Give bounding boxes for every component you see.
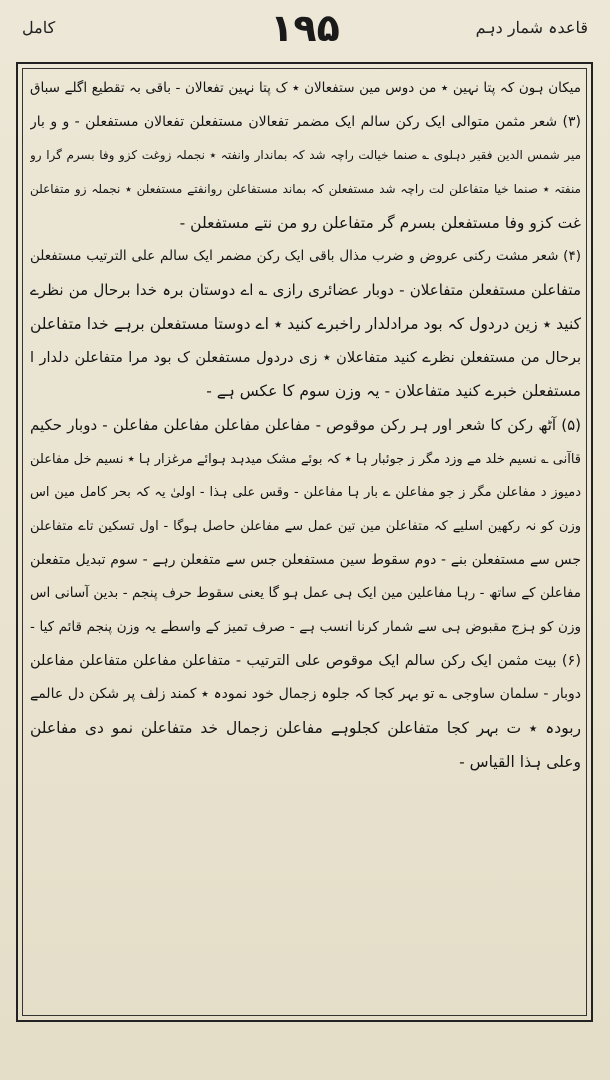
text-line: متفاعلن مستفعلن متفاعلان - دوبار عضائری رازی ؎ اے دوستان برہ خدا برحال من نظرے — [30, 281, 581, 300]
text-line: جس سے مستفعلن بنے - دوم سقوط سین مستفعلن جس سے متفعلن رہے - سوم تبدیل متفعلن — [30, 551, 581, 568]
text-line: قاآنی ؎ نسیم خلد مے وزد مگر ز جوئبار ہا ٭ کہ بوئے مشک میدہد ہوائے مرغزار ہا ٭ نسیم خل مفاعلن — [30, 451, 581, 467]
text-line: (۵) آٹھ رکن کا شعر اور ہر رکن موقوص - مفاعلن مفاعلن مفاعلن مفاعلن - دوبار حکیم — [30, 415, 581, 434]
text-line: وزن کو ہزج مقبوض ہی سے شمار کرنا انسب ہے - صرف تمیز کے واسطے یہ وزن پنجم قائم کیا - — [30, 619, 581, 635]
text-line: دمیوز د مفاعلن مگر ز جو مفاعلن ے بار ہا مفاعلن - وقس علی ہذا - اولیٰ یہ کہ بحر کامل مین اس — [30, 485, 581, 501]
text-frame — [16, 62, 593, 1022]
text-line: (۶) بیت مثمن ایک رکن سالم ایک موقوص علی الترتیب - متفاعلن مفاعلن متفاعلن مفاعلن — [30, 652, 581, 669]
text-line: میکان ہون کہ پتا نہین ٭ من دوس مین ستفعالان ٭ ک پتا نہین تفعالان - باقی بہ تقطیع اگلے سباق — [30, 80, 581, 96]
text-line: (۳) شعر مثمن متوالی ایک رکن سالم ایک مضمر تفعالان مستفعلن تفعالان مستفعلن - و و بار — [30, 113, 581, 130]
text-line: (۴) شعر مشت رکنی عروض و ضرب مذال باقی ایک رکن مضمر ایک سالم علی الترتیب مستفعلن — [30, 248, 581, 265]
text-line: میر شمس الدین فقیر دہلوی ؎ صنما خیالت راچہ شد کہ بماندار وانفتہ ٭ نجملہ زوغت کزو وفا بسرم گرا رو — [30, 148, 581, 163]
text-line: منفتہ ٭ صنما خیا متفاعلن لت راچہ شد مستفعلن کہ بماند مستفاعلن روانفتے مستفعلن ٭ نجملہ زو متفاعلن — [30, 182, 581, 197]
text-line: مفاعلن کے ساتھ - رہا مفاعلین مین ایک ہی عمل ہو گا یعنی سقوط حرف پنجم - بدین آسانی اس — [30, 585, 581, 602]
text-line: دوبار - سلمان ساوجی ؎ تو بہر کجا کہ جلوہ زجمال خود نمودہ ٭ کمند زلف پر شکن دل عالمے — [30, 686, 581, 703]
text-line: کنید ٭ زین دردول کہ بود مرادلدار راخبرے کنید ٭ اے دوستا مستفعلن برہے خدا متفاعلن — [30, 314, 581, 333]
text-line: ربودہ ٭ ت بہر کجا متفاعلن کجلوہے مفاعلن زجمال خد متفاعلن نمو دی مفاعلن — [30, 719, 581, 738]
header-section-label: کامل — [22, 18, 56, 37]
text-line: برحال من مستفعلن نظرے کنید متفاعلان ٭ زی دردول مستفعلن ک بود مرا متفاعلن دلدار ا — [30, 349, 581, 366]
text-line: مستفعلن خبرے کنید متفاعلان - یہ وزن سوم کا عکس ہے - — [206, 382, 581, 401]
page-number: ۱۹۵ — [270, 6, 340, 50]
body-text — [30, 72, 581, 779]
header-running-title: قاعدہ شمار دہم — [475, 18, 588, 37]
text-line: وعلی ہذا القیاس - — [459, 752, 581, 771]
text-line: غت کزو وفا مستفعلن بسرم گر متفاعلن رو من نتے مستفعلن - — [179, 213, 581, 232]
page-header — [0, 0, 610, 64]
text-line: وزن کو نہ رکھین اسلیے کہ متفاعلن مین تین عمل سے مفاعلن حاصل ہوگا - اول تسکین تاے متفاعلن — [30, 518, 581, 534]
